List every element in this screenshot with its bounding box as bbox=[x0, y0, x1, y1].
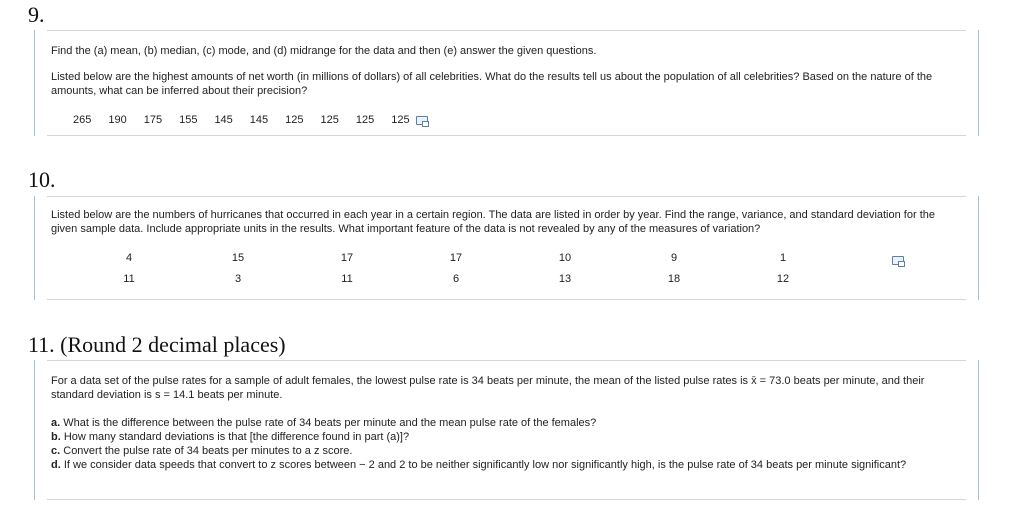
data-value: 9 bbox=[670, 252, 678, 264]
divider bbox=[47, 196, 966, 197]
data-value: 6 bbox=[452, 273, 460, 285]
data-value: 145 bbox=[214, 114, 233, 126]
question-11-heading: 11. (Round 2 decimal places) bbox=[28, 332, 286, 357]
data-value: 11 bbox=[123, 273, 135, 285]
data-value: 145 bbox=[249, 114, 269, 126]
copy-data-icon[interactable] bbox=[416, 116, 428, 125]
divider bbox=[47, 360, 966, 361]
question-9-data bbox=[73, 114, 428, 126]
question-9-number: 9. bbox=[28, 2, 45, 27]
question-11-part-d bbox=[51, 458, 961, 472]
data-value: 125 bbox=[320, 114, 339, 126]
question-9-panel bbox=[34, 30, 979, 136]
data-value: 125 bbox=[391, 114, 410, 126]
data-value: 15 bbox=[231, 252, 245, 264]
data-value: 125 bbox=[355, 114, 375, 126]
question-9-instruction: Find the (a) mean, (b) median, (c) mode, and (d) midrange for the data and then (e) answer the given questions. bbox=[51, 45, 597, 57]
data-value: 12 bbox=[776, 273, 790, 285]
part-text: Convert the pulse rate of 34 beats per minutes to a z score. bbox=[60, 445, 353, 457]
divider bbox=[47, 30, 966, 31]
data-value: 190 bbox=[108, 114, 127, 126]
data-value: 13 bbox=[558, 273, 572, 285]
part-label: c. bbox=[51, 445, 61, 457]
part-text: If we consider data speeds that convert to z scores between − 2 and 2 to be neither significantly low nor significantly high, is the pulse rate of 34 beats per minute significant? bbox=[60, 459, 907, 471]
part-label: b. bbox=[51, 431, 61, 443]
data-value: 155 bbox=[179, 114, 198, 126]
part-label: d. bbox=[51, 459, 61, 471]
data-value: 18 bbox=[667, 273, 681, 285]
data-value: 1 bbox=[779, 252, 787, 264]
question-11-part-c bbox=[51, 444, 961, 458]
data-value: 125 bbox=[285, 114, 304, 126]
data-value: 11 bbox=[341, 273, 353, 285]
data-value: 3 bbox=[234, 273, 242, 285]
part-text: How many standard deviations is that [the difference found in part (a)]? bbox=[60, 431, 410, 443]
divider bbox=[47, 135, 966, 136]
question-10-number: 10. bbox=[28, 167, 56, 192]
data-value: 265 bbox=[73, 114, 92, 126]
question-11-intro: For a data set of the pulse rates for a sample of adult females, the lowest pulse rate is 34 beats per minute, the mean of the listed pulse rates is x̄ = 73.0 beats per minute, and their standard deviation is s = 14.1 beats per minute. bbox=[51, 375, 925, 401]
question-11-part-b bbox=[51, 430, 961, 444]
data-value: 4 bbox=[125, 252, 133, 264]
copy-data-icon[interactable] bbox=[892, 256, 904, 265]
part-label: a. bbox=[51, 417, 61, 429]
divider bbox=[47, 299, 966, 300]
question-10-text: Listed below are the numbers of hurricanes that occurred in each year in a certain region. The data are listed in order by year. Find the range, variance, and standard deviation for the given sample data. Include appropriate units in the results. What important feature of the data is not revealed by any of the measures of variation? bbox=[51, 209, 935, 235]
question-11-part-a bbox=[51, 416, 961, 430]
part-text: What is the difference between the pulse rate of 34 beats per minute and the mean pulse rate of the females? bbox=[60, 417, 597, 429]
data-value: 10 bbox=[558, 252, 572, 264]
data-value: 17 bbox=[449, 252, 463, 264]
question-9-text: Listed below are the highest amounts of net worth (in millions of dollars) of all celebrities. What do the results tell us about the population of all celebrities? Based on the nature of the amounts, what can be inferred about their precision? bbox=[51, 71, 933, 97]
question-11-panel bbox=[34, 360, 979, 500]
data-value: 17 bbox=[340, 252, 354, 264]
question-10-panel bbox=[34, 196, 979, 300]
divider bbox=[47, 499, 966, 500]
data-value: 175 bbox=[143, 114, 163, 126]
